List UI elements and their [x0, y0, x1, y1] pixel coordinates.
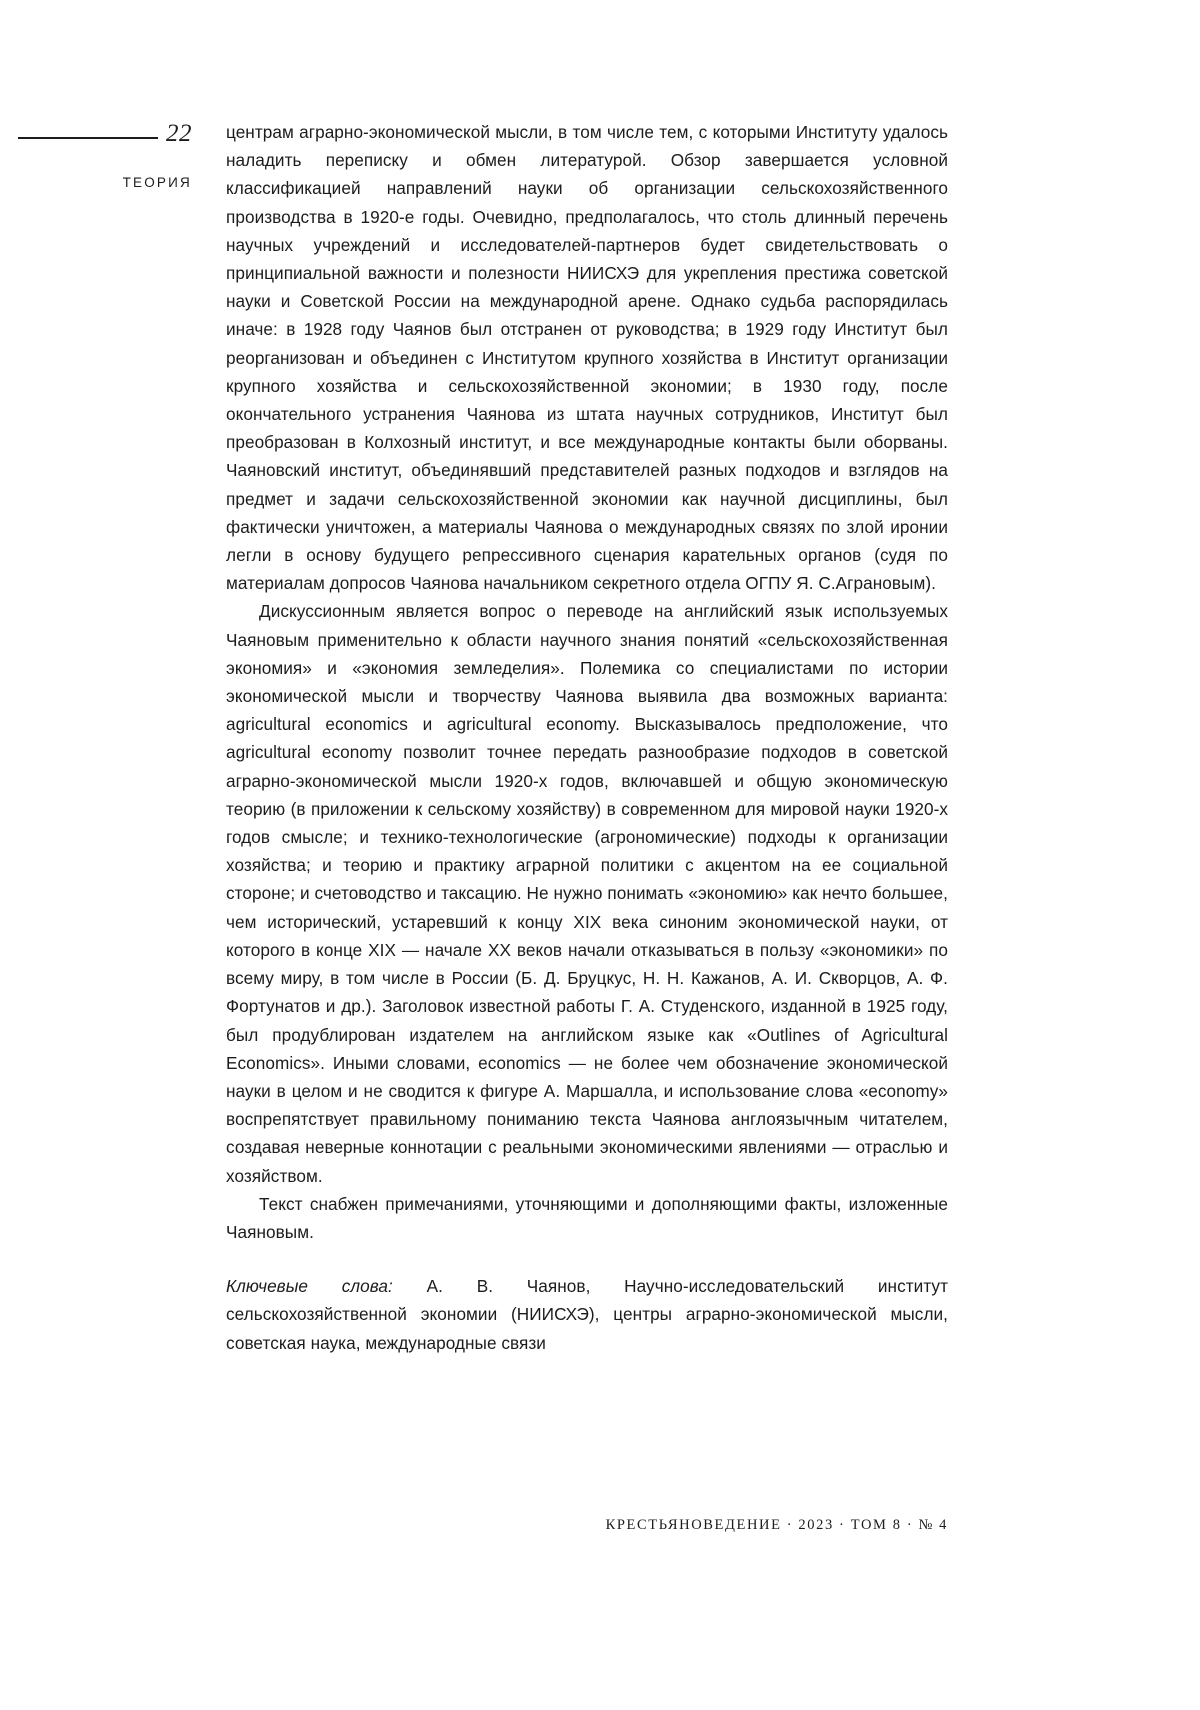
keywords-text: А. В. Чаянов, Научно-исследовательский институт сельскохозяйственной экономии (НИИСХЭ), центры аграрно-экономической мысли, советская наука, международные связи: [226, 1276, 948, 1353]
paragraph-3: Текст снабжен примечаниями, уточняющими и дополняющими факты, изложенные Чаяновым.: [226, 1193, 948, 1242]
section-label: ТЕОРИЯ: [122, 175, 192, 190]
margin-rule: [18, 137, 158, 139]
page-footer: КРЕСТЬЯНОВЕДЕНИЕ · 2023 · ТОМ 8 · № 4: [605, 1517, 948, 1533]
paragraph-2: Дискуссионным является вопрос о переводе на английский язык используемых Чаяновым применительно к области научного знания понятий «сельскохозяйственная экономия» и «экономия земледелия». Полемика со специалистами по истории экономической мысли и творчеству Чаянова выявила два возможных варианта: agricultural economics и agricultural economy. Высказывалось предположение, что agricultural economy позволит точнее передать разнообразие подходов в советской аграрно-экономической мысли 1920-х годов, включавшей и общую экономическую теорию (в приложении к сельскому хозяйству) в современном для мировой науки 1920-х годов смысле; и технико-технологические (агрономические) подходы к организации хозяйства; и теорию и практику аграрной политики с акцентом на ее социальной стороне; и счетоводство и таксацию. Не нужно понимать «экономию» как нечто большее, чем исторический, устаревший к концу XIX века синоним экономической науки, от которого в конце XIX — начале XX веков начали отказываться в пользу «экономики» по всему миру, в том числе в России (Б. Д. Бруцкус, Н. Н. Кажанов, А. И. Скворцов, А. Ф. Фортунатов и др.). Заголовок известной работы Г. А. Студенского, изданной в 1925 году, был продублирован издателем на английском языке как «Outlines of Agricultural Economics». Иными словами, economics — не более чем обозначение экономической науки в целом и не сводится к фигуре А. Маршалла, и использование слова «economy» воспрепятствует правильному пониманию текста Чаянова англоязычным читателем, создавая неверные коннотации с реальными экономическими явлениями — отраслью и хозяйством.: [226, 601, 948, 1186]
body-text-column: [226, 118, 948, 1357]
page-number: 22: [166, 120, 192, 147]
keywords-block: [226, 1272, 948, 1357]
paragraph-1: центрам аграрно-экономической мысли, в том числе тем, с которыми Институту удалось наладить переписку и обмен литературой. Обзор завершается условной классификацией направлений науки об организации сельскохозяйственного производства в 1920-е годы. Очевидно, предполагалось, что столь длинный перечень научных учреждений и исследователей-партнеров будет свидетельствовать о принципиальной важности и полезности НИИСХЭ для укрепления престижа советской науки и Советской России на международной арене. Однако судьба распорядилась иначе: в 1928 году Чаянов был отстранен от руководства; в 1929 году Институт был реорганизован и объединен с Институтом крупного хозяйства в Институт организации крупного хозяйства и сельскохозяйственной экономии; в 1930 году, после окончательного устранения Чаянова из штата научных сотрудников, Институт был преобразован в Колхозный институт, и все международные контакты были оборваны. Чаяновский институт, объединявший представителей разных подходов и взглядов на предмет и задачи сельскохозяйственной экономии как научной дисциплины, был фактически уничтожен, а материалы Чаянова о международных связях по злой иронии легли в основу будущего репрессивного сценария карательных органов (судя по материалам допросов Чаянова начальником секретного отдела ОГПУ Я. С.Аграновым).: [226, 122, 948, 594]
keywords-label: Ключевые слова:: [226, 1276, 393, 1297]
